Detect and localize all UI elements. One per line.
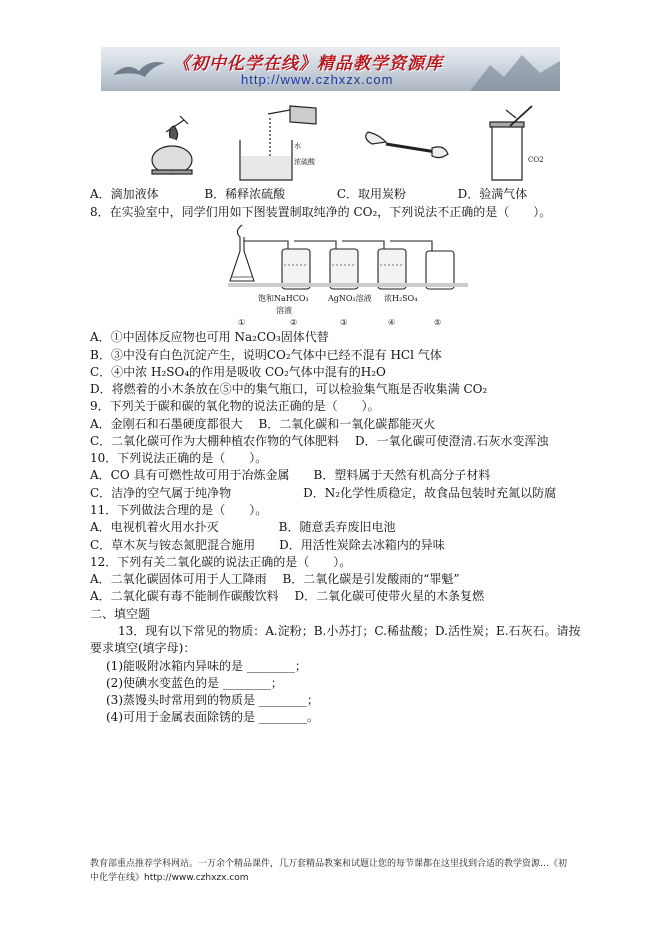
q8-option-c[interactable]: C．④中浓 H₂SO₄的作用是吸收 CO₂气体中混有的H₂O [90,365,386,379]
q11-options-cd[interactable]: C．草木灰与铵态氮肥混合施用 D．用活性炭除去冰箱内的异味 [90,538,445,552]
header-banner [101,47,560,91]
q13-stem: 13．现有以下常见的物质：A.淀粉；B.小苏打；C.稀盐酸；D.活性炭；E.石灰石。请按 [118,624,581,638]
water-label: 水 [294,142,301,150]
q8-option-a[interactable]: A．①中固体反应物也可用 Na₂CO₃固体代替 [90,330,329,344]
section-title: 二、填空题 [90,607,151,621]
q8-option-d[interactable]: D．将燃着的小木条放在⑤中的集气瓶口，可以检验集气瓶是否收集满 CO₂ [90,382,488,396]
q13-sub2[interactable]: (2)使碘水变蓝色的是 ________； [106,676,283,690]
q11-stem: 11．下列做法合理的是（ ）。 [90,503,268,517]
q11-options-ab[interactable]: A．电视机着火用水扑灭 B．随意丢弃废旧电池 [90,520,396,534]
q13-sub3[interactable]: (3)蒸馒头时常用到的物质是 ________； [106,693,319,707]
q7-option-c[interactable]: C．取用炭粉 [336,187,406,201]
q12-options-ab[interactable]: A．二氧化碳固体可用于人工降雨 B．二氧化碳是引发酸雨的“罪魁” [90,572,460,586]
banner-url[interactable]: http://www.czhxzx.com [241,72,394,87]
label-n5: ⑤ [434,318,442,327]
bird-icon [109,53,169,87]
label-h2so4: 浓H₂SO₄ [384,294,418,303]
co2-label: CO2 [528,156,544,164]
q7-figures [140,104,560,186]
footer-line1: 教育部重点推荐学科网站。一万余个精品课件，几万套精品教案和试题让您的每节课都在这里找到合适的教学资源…《初 [90,859,568,869]
alcohol-lamp-icon [152,116,192,174]
label-agno3: AgNO₃溶液 [328,294,372,303]
label-n4: ④ [388,318,396,327]
q7-options [90,186,527,203]
q7-option-b[interactable]: B．稀释浓硫酸 [204,187,286,201]
test-tube-hands-icon [366,132,448,158]
label-solution: 溶液 [276,306,292,315]
label-n1: ① [238,318,246,327]
q10-options-ab[interactable]: A．CO 具有可燃性故可用于冶炼金属 B．塑料属于天然有机高分子材料 [90,468,491,482]
q9-options-cd[interactable]: C．二氧化碳可作为大棚种植农作物的气体肥料 D．一氧化碳可使澄清.石灰水变浑浊 [90,434,549,448]
q8-option-b[interactable]: B．③中没有白色沉淀产生，说明CO₂气体中已经不混有 HCl 气体 [90,348,442,362]
q13-stem-cont: 要求填空(填字母)： [90,641,196,655]
beaker-dilution-icon [240,106,316,180]
label-n3: ③ [340,318,348,327]
q7-option-a[interactable]: A．滴加液体 [90,187,159,201]
q9-options-ab[interactable]: A．金刚石和石墨硬度都很大 B．二氧化碳和一氧化碳都能灭火 [90,417,436,431]
q10-options-cd[interactable]: C．洁净的空气属于纯净物 D．N₂化学性质稳定，故食品包装时充氮以防腐 [90,486,557,500]
page-footer [90,857,610,885]
landscape-icon [470,47,560,91]
label-n2: ② [290,318,298,327]
q9-stem: 9．下列关于碳和碳的氧化物的说法正确的是（ ）。 [90,399,380,413]
q12-options-cd[interactable]: A．二氧化碳有毒不能制作碳酸饮料 D．二氧化碳可使带火星的木条复燃 [90,589,485,603]
acid-label: 浓硫酸 [294,158,315,166]
q8-stem: 8．在实验室中，同学们用如下图装置制取纯净的 CO₂，下列说法不正确的是（ ）。 [90,205,552,219]
q13-sub1[interactable]: (1)能吸附冰箱内异味的是 ________； [106,659,307,673]
co2-apparatus [228,221,468,331]
q12-stem: 12．下列有关二氧化碳的说法正确的是（ ）。 [90,555,352,569]
label-nahco3: 饱和NaHCO₃ [258,294,309,303]
q10-stem: 10．下列说法正确的是（ ）。 [90,451,268,465]
q13-sub4[interactable]: (4)可用于金属表面除锈的是 ________。 [106,710,319,724]
footer-line2[interactable]: 中化学在线》http://www.czhxzx.com [90,873,249,883]
q7-option-d[interactable]: D．验满气体 [457,187,528,201]
gas-jar-icon [490,106,544,180]
banner-title: 《初中化学在线》精品教学资源库 [173,54,443,74]
